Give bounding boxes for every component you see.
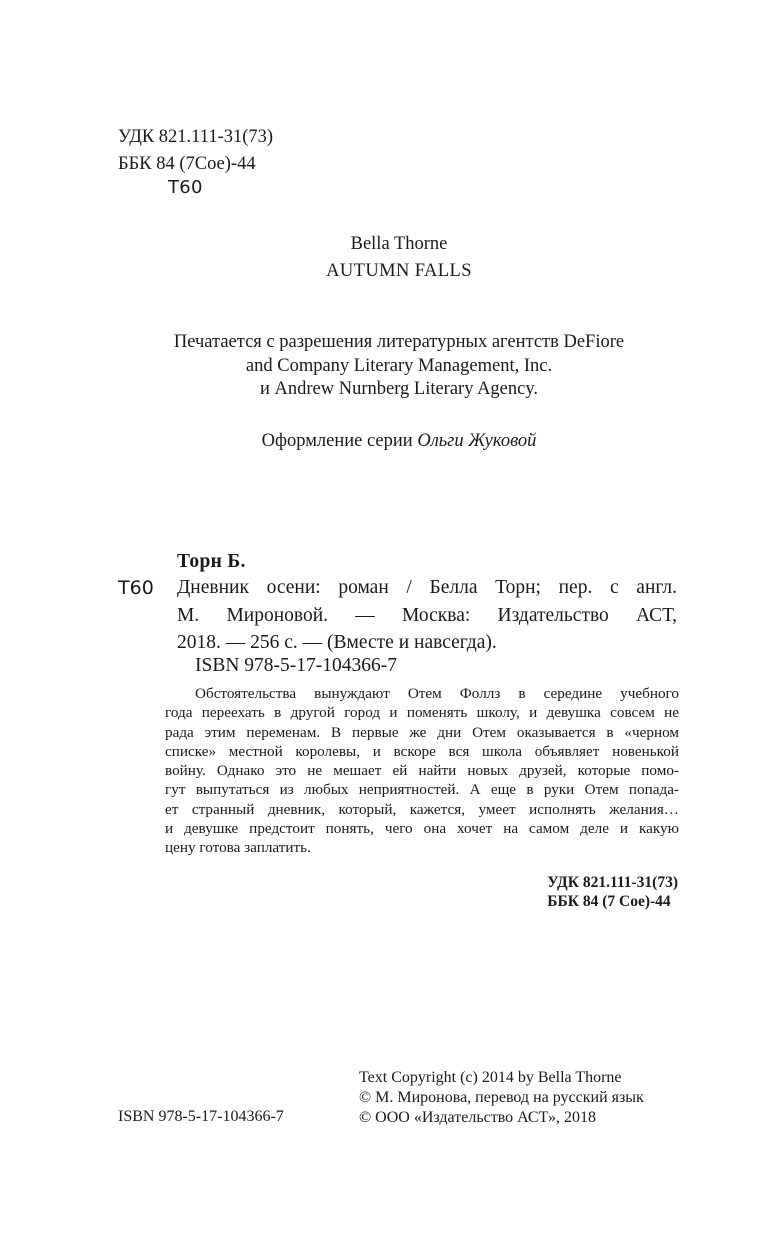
permission-notice	[0, 331, 768, 402]
annotation-line: гут выпутаться из любых неприятностей. А еще в руки Отем попада-	[165, 781, 679, 799]
author-mark-top: Т60	[168, 177, 203, 198]
bibliographic-line: Дневник осени: роман / Белла Торн; пер. с англ.	[177, 577, 677, 598]
series-design-credit	[0, 431, 768, 452]
udk-code-bold: УДК 821.111-31(73)	[547, 874, 678, 891]
series-designer-name: Ольги Жуковой	[417, 431, 537, 451]
udk-code: УДК 821.111-31(73)	[118, 127, 274, 147]
permission-line: Печатается с разрешения литературных агентств DeFiore	[173, 332, 625, 352]
annotation	[165, 684, 679, 858]
annotation-line: года переехать в другой город и поменять школу, и девушка совсем не	[165, 704, 679, 722]
original-author: Bella Thorne	[350, 234, 448, 254]
bibliographic-author: Торн Б.	[177, 551, 246, 572]
annotation-line: списке» местной королевы, и вскоре вся школа объявляет новенькой	[165, 742, 679, 760]
bibliographic-isbn: ISBN 978-5-17-104366-7	[195, 655, 398, 676]
classification-codes	[547, 873, 678, 911]
bibliographic-line: 2018. — 256 с. — (Вместе и навсегда).	[177, 632, 497, 653]
copyright-line: © М. Миронова, перевод на русский язык	[359, 1089, 644, 1106]
bbk-code-bold: ББК 84 (7 Сое)-44	[547, 893, 671, 910]
author-mark-bibliographic: Т60	[118, 577, 154, 599]
copyright-block	[359, 1068, 644, 1128]
copyright-line: © ООО «Издательство АСТ», 2018	[359, 1109, 596, 1126]
permission-line: и Andrew Nurnberg Literary Agency.	[259, 379, 539, 399]
top-classification-codes	[118, 124, 273, 178]
annotation-line: рада этим переменам. В первые же дни Отем оказывается в «черном	[165, 723, 679, 741]
annotation-line: войну. Однако это не мешает ей найти новых друзей, которые помо-	[165, 762, 679, 780]
annotation-line: цену готова заплатить.	[165, 839, 311, 857]
bibliographic-line: М. Мироновой. — Москва: Издательство АСТ,	[177, 604, 677, 626]
original-title: AUTUMN FALLS	[326, 261, 472, 281]
annotation-line: ет странный дневник, который, кажется, умеет исполнять желания…	[165, 800, 679, 818]
annotation-line: и девушке предстоит понять, чего она хочет на самом деле и какую	[165, 820, 679, 838]
annotation-line: Обстоятельства вынуждают Отем Фоллз в середине учебного	[195, 685, 679, 702]
bibliographic-description	[177, 574, 677, 657]
permission-line: and Company Literary Management, Inc.	[245, 355, 553, 376]
series-design-label: Оформление серии	[261, 431, 413, 451]
copyright-line: Text Copyright (c) 2014 by Bella Thorne	[359, 1069, 622, 1086]
bbk-code: ББК 84 (7Сое)-44	[118, 154, 256, 174]
isbn-bottom: ISBN 978-5-17-104366-7	[118, 1108, 284, 1125]
